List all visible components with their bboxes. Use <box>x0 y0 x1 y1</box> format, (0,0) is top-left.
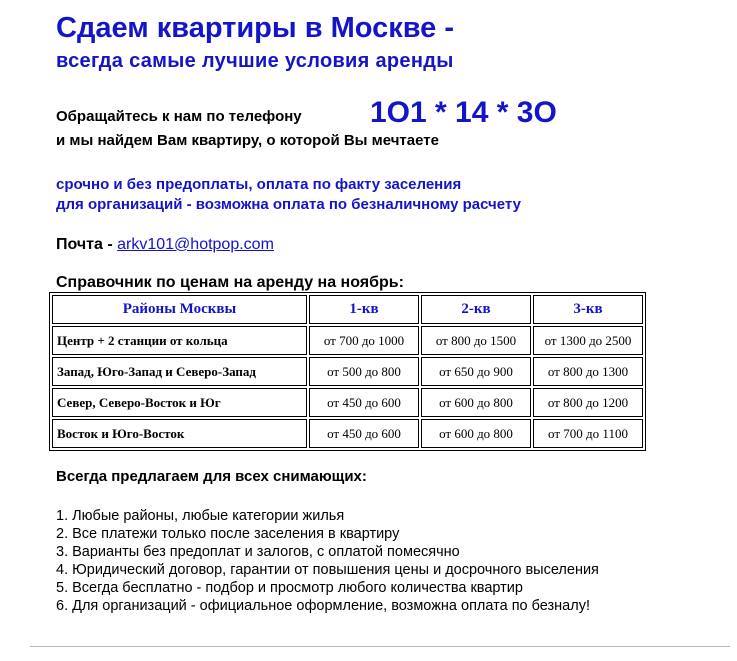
header-1-room: 1-кв <box>309 295 419 324</box>
list-item: 4. Юридический договор, гарантии от повышения цены и досрочного выселения <box>56 562 599 578</box>
conditions-line-1: срочно и без предоплаты, оплата по факту заселения <box>56 176 462 193</box>
page-title: Сдаем квартиры в Москве - <box>56 12 455 44</box>
header-2-room: 2-кв <box>421 295 531 324</box>
list-item: 3. Варианты без предоплат и залогов, с оплатой помесячно <box>56 544 460 560</box>
phone-number: 1О1 * 14 * 3О <box>370 96 557 129</box>
page-subtitle: всегда самые лучшие условия аренды <box>56 50 454 72</box>
list-item: 5. Всегда бесплатно - подбор и просмотр любого количества квартир <box>56 580 523 596</box>
email-link[interactable]: arkv101@hotpop.com <box>117 236 274 253</box>
price-cell: от 500 до 800 <box>309 357 419 386</box>
district-cell: Восток и Юго-Восток <box>52 419 307 448</box>
price-cell: от 600 до 800 <box>421 388 531 417</box>
list-item: 6. Для организаций - официальное оформление, возможна оплата по безналу! <box>56 598 590 614</box>
conditions-line-2: для организаций - возможна оплата по безналичному расчету <box>56 196 521 213</box>
price-cell: от 1300 до 2500 <box>533 326 643 355</box>
contact-line-2: и мы найдем Вам квартиру, о которой Вы мечтаете <box>56 132 439 149</box>
offer-title: Всегда предлагаем для всех снимающих: <box>56 468 367 485</box>
bottom-divider <box>30 646 730 647</box>
email-label: Почта - <box>56 236 118 253</box>
price-cell: от 700 до 1100 <box>533 419 643 448</box>
contact-line-1: Обращайтесь к нам по телефону <box>56 108 302 125</box>
price-cell: от 700 до 1000 <box>309 326 419 355</box>
table-row <box>52 326 643 355</box>
price-cell: от 800 до 1200 <box>533 388 643 417</box>
district-cell: Центр + 2 станции от кольца <box>52 326 307 355</box>
header-districts: Районы Москвы <box>52 295 307 324</box>
price-table <box>49 292 646 451</box>
price-cell: от 800 до 1300 <box>533 357 643 386</box>
price-cell: от 800 до 1500 <box>421 326 531 355</box>
table-header-row <box>52 295 643 324</box>
price-table-title: Справочник по ценам на аренду на ноябрь: <box>56 274 404 291</box>
header-3-room: 3-кв <box>533 295 643 324</box>
list-item: 2. Все платежи только после заселения в квартиру <box>56 526 400 542</box>
district-cell: Север, Северо-Восток и Юг <box>52 388 307 417</box>
table-row <box>52 419 643 448</box>
list-item: 1. Любые районы, любые категории жилья <box>56 508 345 524</box>
price-cell: от 650 до 900 <box>421 357 531 386</box>
table-row <box>52 388 643 417</box>
district-cell: Запад, Юго-Запад и Северо-Запад <box>52 357 307 386</box>
price-cell: от 600 до 800 <box>421 419 531 448</box>
price-cell: от 450 до 600 <box>309 388 419 417</box>
email-row <box>56 236 274 254</box>
price-cell: от 450 до 600 <box>309 419 419 448</box>
table-row <box>52 357 643 386</box>
benefits-list <box>56 507 599 615</box>
